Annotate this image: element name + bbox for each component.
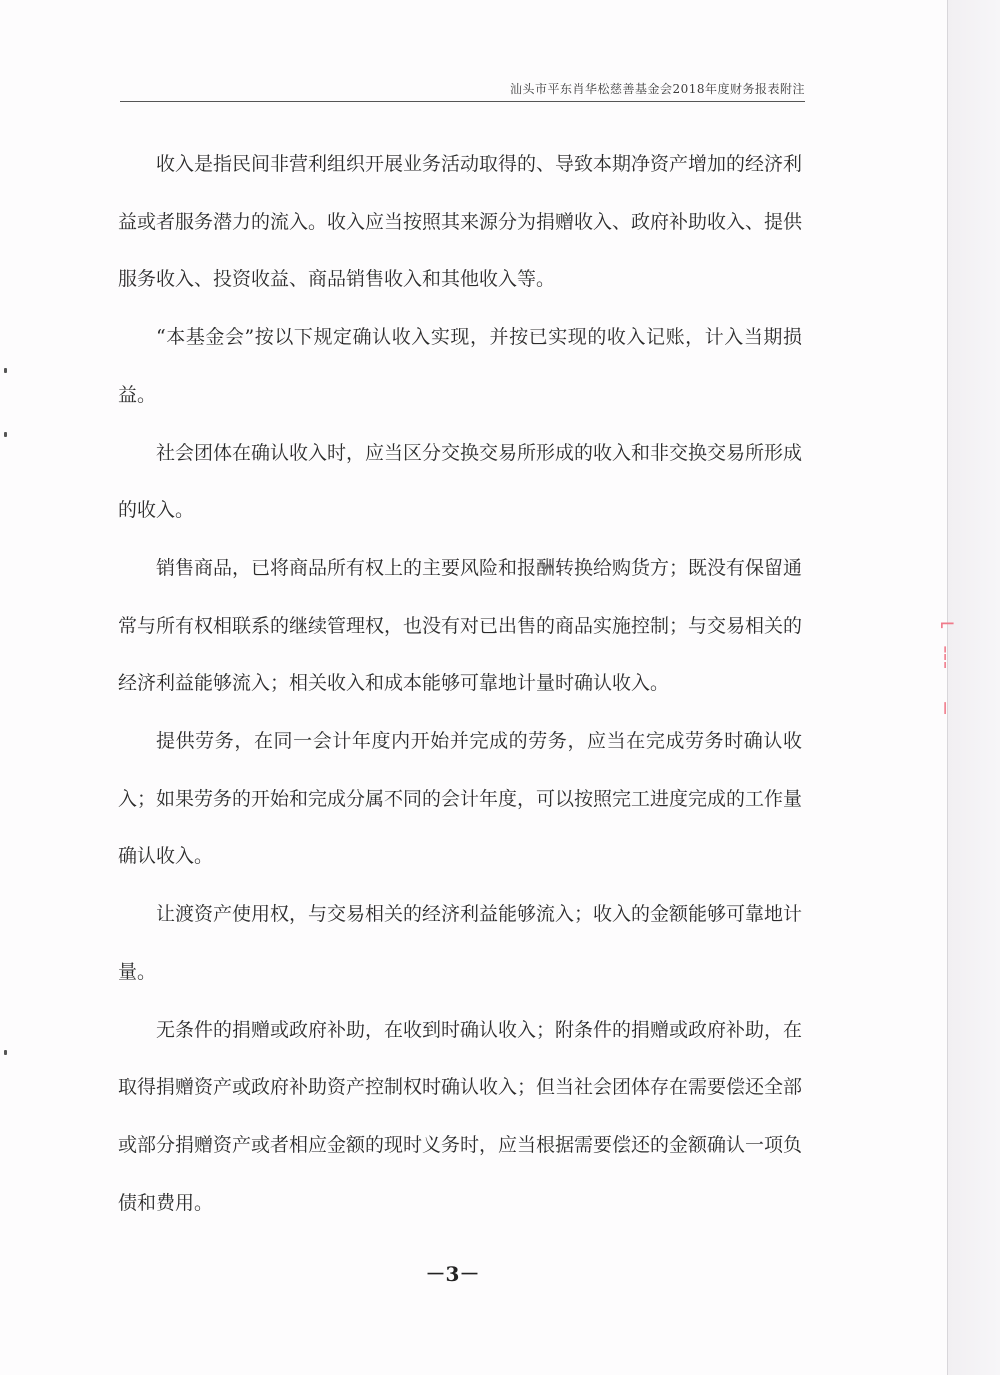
page-header: 汕头市平东肖华松慈善基金会2018年度财务报表附注 [509, 82, 805, 96]
paragraph-revenue-definition: 收入是指民间非营利组织开展业务活动取得的、导致本期净资产增加的经济利益或者服务潜力的流入。收入应当按照其来源分为捐赠收入、政府补助收入、提供服务收入、投资收益、商品销售收入和其他收入等。 [118, 153, 803, 291]
page-number: －3－ [425, 1262, 480, 1286]
scan-speck [4, 432, 7, 437]
paragraph-sale-of-goods: 销售商品，已将商品所有权上的主要风险和报酬转换给购货方；既没有保留通常与所有权相联系的继续管理权，也没有对已出售的商品实施控制；与交易相关的经济利益能够流入；相关收入和成本能够可靠地计量时确认收入。 [118, 556, 803, 695]
stamp-edge-mark: ┆ [939, 645, 952, 669]
paragraph-donations-grants: 无条件的捐赠或政府补助，在收到时确认收入；附条件的捐赠或政府补助，在取得捐赠资产或政府补助资产控制权时确认收入；但当社会团体存在需要偿还全部或部分捐赠资产或者相应金额的现时义务时，应当根据需要偿还的金额确认一项负债和费用。 [118, 1018, 803, 1214]
stamp-edge-mark: ╵ [939, 702, 952, 726]
header-divider [120, 101, 805, 102]
stamp-edge-mark: ⌐ [939, 612, 956, 636]
paragraph-recognition-rule: “本基金会”按以下规定确认收入实现，并按已实现的收入记账，计入当期损益。 [118, 326, 802, 406]
body-text [118, 136, 802, 1232]
paragraph-asset-use: 让渡资产使用权，与交易相关的经济利益能够流入；收入的金额能够可靠地计量。 [118, 903, 803, 983]
scan-speck [4, 368, 7, 373]
page-edge-strip [947, 0, 1000, 1375]
scan-speck [4, 1050, 7, 1055]
paragraph-services: 提供劳务，在同一会计年度内开始并完成的劳务，应当在完成劳务时确认收入；如果劳务的开始和完成分属不同的会计年度，可以按照完工进度完成的工作量确认收入。 [118, 730, 803, 868]
paragraph-exchange-distinction: 社会团体在确认收入时，应当区分交换交易所形成的收入和非交换交易所形成的收入。 [118, 441, 803, 522]
